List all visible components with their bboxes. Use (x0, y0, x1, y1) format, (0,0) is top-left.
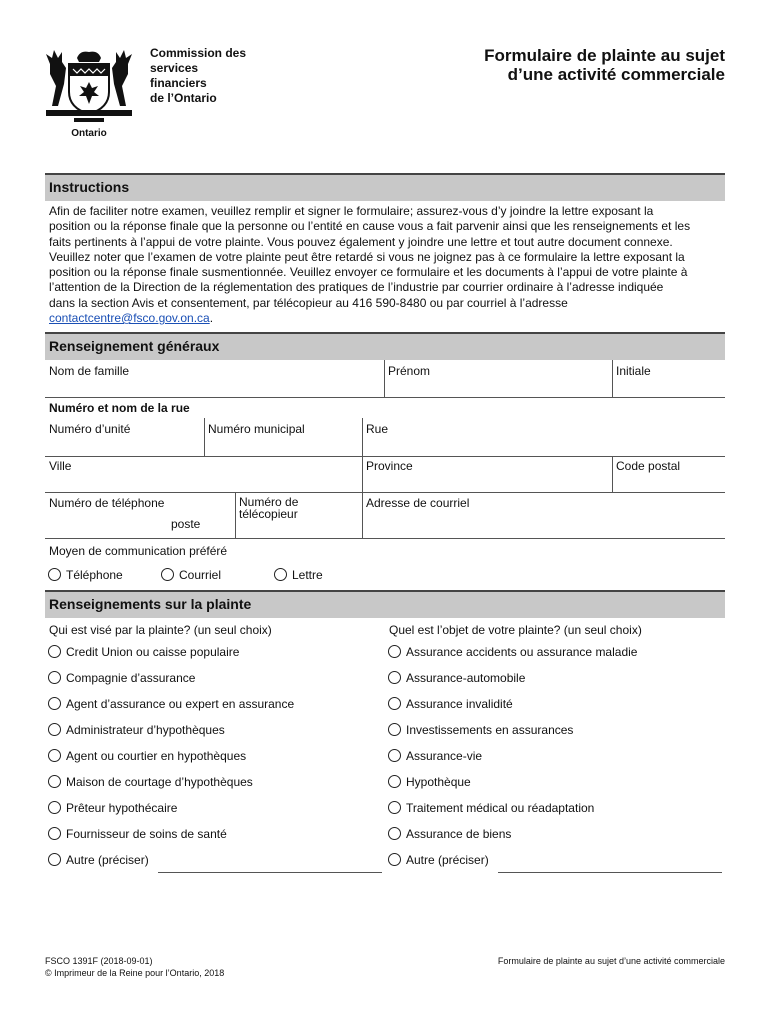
radio-button[interactable] (48, 853, 61, 866)
option-label: Agent d’assurance ou expert en assurance (66, 697, 295, 711)
target-option-7[interactable] (48, 826, 227, 842)
radio-button[interactable] (48, 827, 61, 840)
option-label: Assurance invalidité (406, 697, 513, 711)
province-label: Province (366, 459, 413, 473)
divider (612, 360, 613, 397)
option-label: Credit Union ou caisse populaire (66, 645, 240, 659)
divider (384, 360, 385, 397)
radio-button[interactable] (388, 645, 401, 658)
option-label: Fournisseur de soins de santé (66, 827, 227, 841)
comm-pref-label: Moyen de communication préféré (49, 544, 228, 558)
radio-button[interactable] (48, 723, 61, 736)
postal-code-label: Code postal (616, 459, 681, 473)
other-subject-underline[interactable] (498, 872, 722, 873)
municipal-number-label: Numéro municipal (208, 422, 305, 436)
complaint-heading: Renseignements sur la plainte (45, 590, 725, 618)
last-name-label: Nom de famille (49, 364, 130, 378)
first-name-field[interactable] (388, 380, 608, 394)
target-option-8[interactable] (48, 852, 149, 868)
divider (362, 492, 363, 538)
radio-button[interactable] (48, 568, 61, 581)
option-label: Assurance-vie (406, 749, 483, 763)
comm-option-letter[interactable]: Lettre (274, 567, 323, 583)
option-label: Assurance accidents ou assurance maladie (406, 645, 638, 659)
divider (45, 538, 725, 539)
option-label: Autre (préciser) (66, 853, 149, 867)
radio-button[interactable] (161, 568, 174, 581)
divider (612, 456, 613, 492)
comm-option-phone[interactable]: Téléphone (48, 567, 123, 583)
postal-code-field[interactable] (616, 475, 721, 489)
city-field[interactable] (48, 475, 358, 489)
form-title: Formulaire de plainte au sujet d’une activité commerciale (484, 46, 725, 84)
right-question-label: Quel est l’objet de votre plainte? (un seul choix) (389, 623, 642, 637)
option-label: Hypothèque (406, 775, 471, 789)
subject-option-6[interactable] (388, 800, 594, 816)
option-label: Autre (préciser) (406, 853, 489, 867)
option-label: Assurance-automobile (406, 671, 526, 685)
logo-wordmark: Ontario (71, 128, 107, 139)
divider (362, 456, 363, 492)
general-info-heading: Renseignement généraux (45, 332, 725, 360)
option-label: Administrateur d’hypothèques (66, 723, 225, 737)
radio-button[interactable] (48, 801, 61, 814)
radio-button[interactable] (388, 749, 401, 762)
subject-option-0[interactable] (388, 644, 637, 660)
subject-option-8[interactable] (388, 852, 489, 868)
target-option-3[interactable] (48, 722, 225, 738)
radio-button[interactable] (388, 671, 401, 684)
phone-field[interactable] (48, 512, 166, 532)
radio-button[interactable] (388, 827, 401, 840)
option-label: Investissements en assurances (406, 723, 574, 737)
instructions-heading: Instructions (45, 173, 725, 201)
first-name-label: Prénom (388, 364, 431, 378)
subject-option-7[interactable] (388, 826, 511, 842)
comm-option-email[interactable]: Courriel (161, 567, 221, 583)
other-target-underline[interactable] (158, 872, 382, 873)
target-option-6[interactable] (48, 800, 177, 816)
divider (45, 456, 725, 457)
email-label: Adresse de courriel (366, 496, 470, 510)
left-question-label: Qui est visé par la plainte? (un seul choix) (49, 623, 272, 637)
divider (362, 418, 363, 456)
street-field[interactable] (366, 438, 721, 452)
option-label: Traitement médical ou réadaptation (406, 801, 595, 815)
divider (204, 418, 205, 456)
footer-form-id: FSCO 1391F (2018-09-01) © Imprimeur de la Reine pour l’Ontario, 2018 (45, 956, 225, 978)
radio-button[interactable] (48, 645, 61, 658)
radio-button[interactable] (48, 697, 61, 710)
option-label: Assurance de biens (406, 827, 512, 841)
footer-form-name: Formulaire de plainte au sujet d’une activité commerciale (497, 956, 725, 966)
radio-button[interactable] (388, 723, 401, 736)
target-option-0[interactable] (48, 644, 239, 660)
radio-button[interactable] (388, 853, 401, 866)
street-label: Rue (366, 422, 389, 436)
phone-label: Numéro de téléphone (49, 496, 165, 510)
subject-option-2[interactable] (388, 696, 513, 712)
street-section-label: Numéro et nom de la rue (49, 401, 190, 415)
option-label: Maison de courtage d’hypothèques (66, 775, 253, 789)
option-label: Agent ou courtier en hypothèques (66, 749, 247, 763)
instructions-text: Afin de faciliter notre examen, veuillez remplir et signer le formulaire; assurez-vous d’y joindre la lettre exposant la position ou la réponse finale que la personne ou l’entité en cause vous a fait parvenir ainsi que les renseignements et les faits pertinents à l’appui de votre plainte. Vous pouvez également y joindre une lettre et tout autre document connexe. Veuillez noter que l’examen de votre plainte peut être retardé si vous ne joignez pas à ce formulaire la lettre exposant la position ou la réponse finale susmentionnée. Veuillez envoyer ce formulaire et les documents à l’appui de votre plainte à l’attention de la Direction de la réglementation des pratiques de l’industrie par courrier ordinaire à l’adresse indiquée dans la section Avis et consentement, par télécopieur au 416 590-8480 ou par courriel à l’adresse contactcentre@fsco.gov.on.ca. (49, 204, 691, 326)
province-field[interactable] (366, 475, 608, 489)
radio-button[interactable] (388, 775, 401, 788)
radio-button[interactable] (48, 749, 61, 762)
fax-label: Numéro de télécopieur (239, 495, 299, 521)
target-option-2[interactable] (48, 696, 294, 712)
subject-option-1[interactable] (388, 670, 525, 686)
option-label: Compagnie d’assurance (66, 671, 196, 685)
radio-button[interactable] (48, 775, 61, 788)
divider (45, 492, 725, 493)
municipal-number-field[interactable] (208, 438, 358, 452)
radio-button[interactable] (48, 671, 61, 684)
email-field[interactable] (366, 512, 721, 532)
extension-label: poste (171, 517, 201, 531)
unit-number-label: Numéro d’unité (49, 422, 131, 436)
target-option-4[interactable] (48, 748, 246, 764)
agency-name: Commission des services financiers de l’Ontario (150, 46, 247, 105)
last-name-field[interactable] (48, 380, 380, 394)
radio-button[interactable] (388, 801, 401, 814)
initial-field[interactable] (616, 380, 721, 394)
contact-email-link[interactable]: contactcentre@fsco.gov.on.ca (49, 311, 210, 326)
subject-option-3[interactable] (388, 722, 573, 738)
city-label: Ville (49, 459, 72, 473)
divider (45, 397, 725, 398)
target-option-1[interactable] (48, 670, 195, 686)
radio-button[interactable] (388, 697, 401, 710)
unit-number-field[interactable] (48, 438, 198, 452)
subject-option-4[interactable] (388, 748, 482, 764)
subject-option-5[interactable] (388, 774, 471, 790)
option-label: Prêteur hypothécaire (66, 801, 178, 815)
radio-button[interactable] (274, 568, 287, 581)
initial-label: Initiale (616, 364, 651, 378)
target-option-5[interactable] (48, 774, 253, 790)
ontario-coat-of-arms-logo (44, 44, 134, 144)
fax-field[interactable] (239, 522, 357, 536)
divider (235, 492, 236, 538)
